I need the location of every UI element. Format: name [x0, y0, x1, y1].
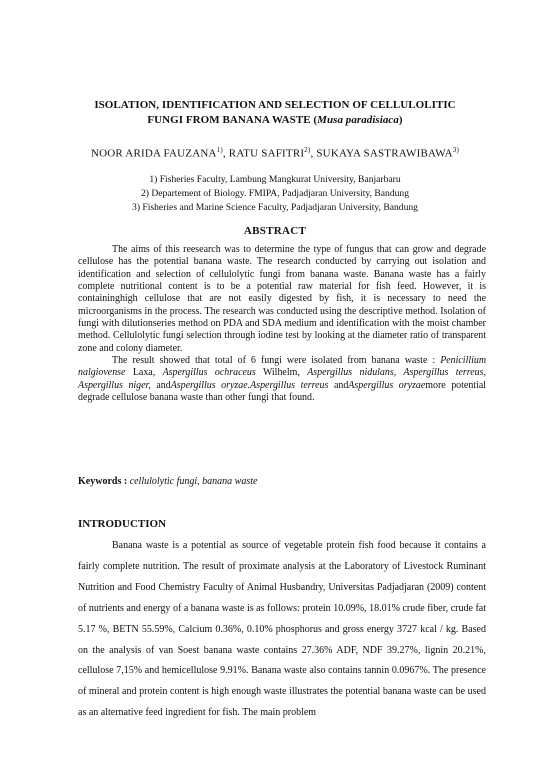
species-name: Aspergillus oryzae — [348, 379, 426, 391]
paper-title — [40, 98, 510, 128]
author-name: NOOR ARIDA FAUZANA — [91, 147, 217, 160]
introduction-heading: INTRODUCTION — [78, 518, 167, 530]
abstract-text: Wilhelm, — [255, 367, 308, 379]
abstract-body — [78, 244, 486, 404]
title-line-2-post: ) — [398, 114, 403, 126]
author-list — [40, 146, 510, 160]
abstract-heading: ABSTRACT — [243, 225, 307, 237]
title-line-2-pre: FUNGI FROM BANANA WASTE ( — [147, 114, 318, 126]
abstract-paragraph — [78, 355, 486, 404]
species-name: Aspergillus ochraceus — [162, 367, 256, 379]
affiliation-item: 1) Fisheries Faculty, Lambung Mangkurat University, Banjarbaru — [149, 174, 401, 185]
title-line-2 — [40, 113, 510, 128]
abstract-text: more potential degrade cellulose banana waste than other fungi that found. — [78, 379, 486, 404]
author-name: RATU SAFITRI — [228, 147, 305, 160]
keywords-value: cellulolytic fungi, banana waste — [129, 476, 258, 487]
abstract-text: and — [150, 379, 171, 391]
abstract-paragraph: The aims of this reesearch was to determine the type of fungus that can grow and degrade cellulose has the potential banana waste. The research conducted by carrying out isolation and identification and selection of cellulolytic fungi from banana waste. Banana waste has a fairly complete nutritional content is to be a potential raw material for fish feed. However, it is containinghigh cellulose that are not easily digested by fish, it is necessary to need the microorganisms in the process. The research was conducted using the descriptive method. Isolation of fungi with dilutionseries method on PDA and SDA medium and identification with the moist chamber method. Cellulolytic fungi selection through iodine test by looking at the diameter ratio of transparent zone and colony diameter. — [78, 244, 486, 354]
title-species: Musa paradisiaca — [317, 114, 399, 126]
author-affiliation-mark: 3) — [452, 146, 459, 154]
affiliation-list — [40, 173, 510, 216]
abstract-text: The result showed that total of 6 fungi were isolated from banana waste : — [112, 355, 441, 367]
author-name: SUKAYA SASTRAWIBAWA — [316, 147, 453, 160]
author-separator: , — [222, 147, 229, 160]
title-line-1: ISOLATION, IDENTIFICATION AND SELECTION OF CELLULOLITIC — [94, 99, 456, 111]
keywords-line — [78, 476, 486, 487]
author-affiliation-mark: 1) — [216, 146, 223, 154]
author-affiliation-mark: 2) — [304, 146, 311, 154]
species-name: Penicillium nalgiovense — [78, 355, 486, 379]
affiliation-item: 2) Departement of Biology. FMIPA, Padjadjaran University, Bandung — [140, 188, 410, 200]
species-name: Aspergillus nidulans, Aspergillus terreus, Aspergillus niger, — [78, 367, 486, 391]
species-name: Aspergillus oryzae.Aspergillus terreus — [170, 379, 329, 391]
author-separator: , — [310, 147, 317, 160]
keywords-label: Keywords : — [78, 476, 128, 487]
abstract-text: Laxa, — [125, 367, 163, 379]
abstract-text: and — [328, 379, 349, 391]
introduction-paragraph: Banana waste is a potential as source of vegetable protein fish food because it contains a fairly complete nutrition. The result of proximate analysis at the Laboratory of Livestock Ruminant Nutrition and Food Chemistry Faculty of Animal Husbandry, Universitas Padjadjaran (2009) content of nutrients and energy of a banana waste is as follows: protein 10.09%, 18.01% crude fiber, crude fat 5.17 %, BETN 55.59%, Calcium 0.36%, 0.10% phosphorus and gross energy 3727 kcal / kg. Based on the analysis of van Soest banana waste contains 27.36% ADF, NDF 39.27%, lignin 20.21%, cellulose 7,15% and hemicellulose 9.91%. Banana waste also contains tannin 0.0967%. The presence of mineral and protein content is high enough waste illustrates the potential banana waste can be used as an alternative feed ingredient for fish. The main problem — [78, 540, 486, 719]
affiliation-item: 3) Fisheries and Marine Science Faculty, Padjadjaran University, Bandung — [132, 202, 418, 214]
introduction-body — [78, 536, 486, 724]
